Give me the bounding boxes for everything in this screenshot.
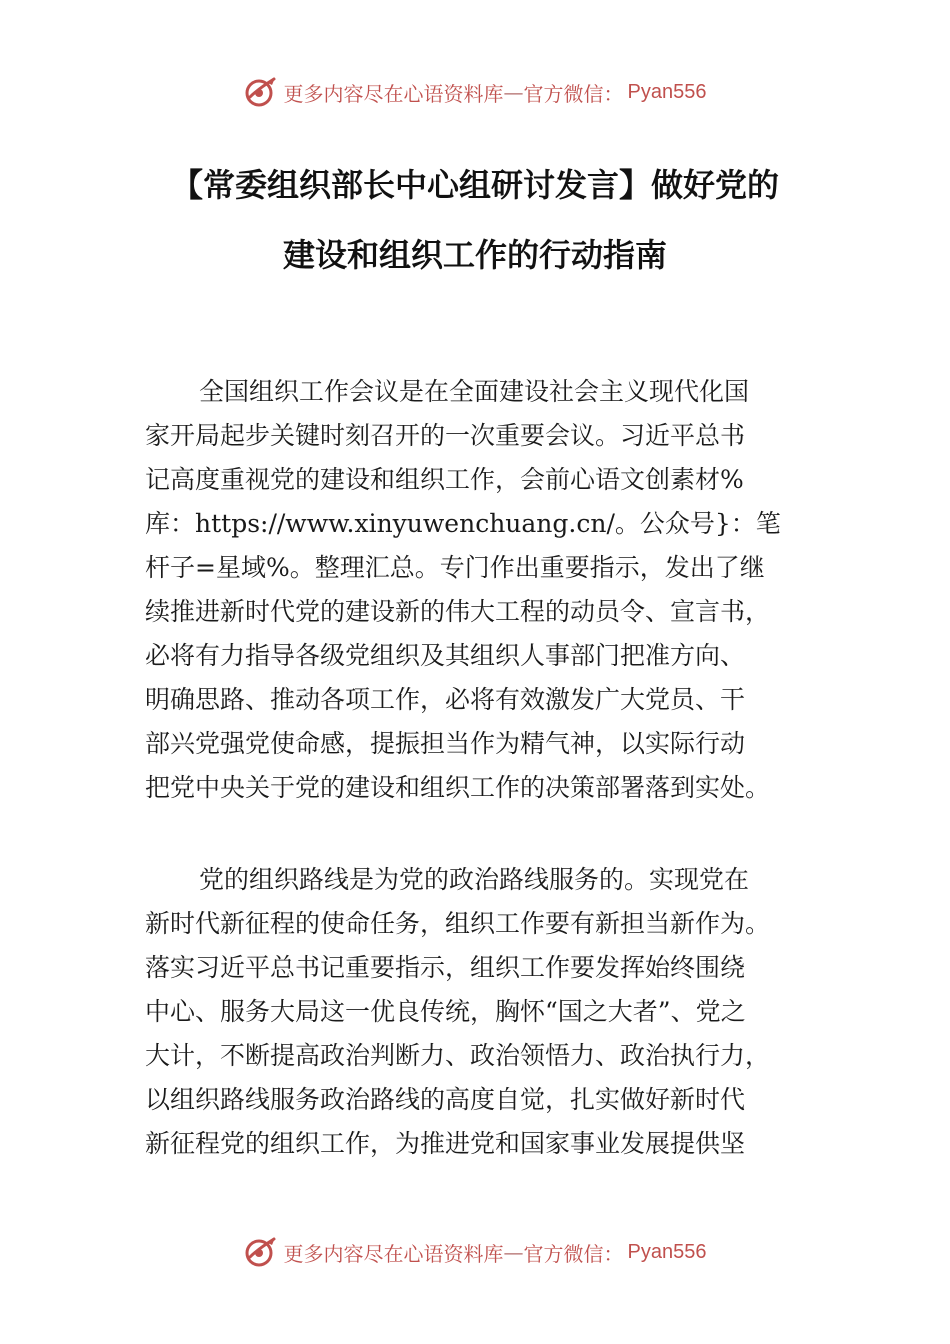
paragraph-line: 必将有力指导各级党组织及其组织人事部门把准方向、 (145, 641, 746, 670)
banner-text: 更多内容尽在心语资料库 (283, 1241, 504, 1266)
paragraph-line: 把党中央关于党的建设和组织工作的决策部署落到实处。 (145, 773, 771, 802)
paragraph-line: 全国组织工作会议是在全面建设社会主义现代化国 (199, 377, 750, 406)
paragraph-line: 明确思路、推动各项工作，必将有效激发广大党员、干 (145, 685, 746, 714)
paragraph-line: 记高度重视党的建设和组织工作，会前心语文创素材% (145, 465, 744, 494)
brush-logo-icon (244, 1235, 278, 1269)
paragraph-line: 以组织路线服务政治路线的高度自觉，扎实做好新时代 (145, 1085, 746, 1114)
paragraph-line: 库：https://www.xinyuwenchuang.cn/。公众号}：笔 (145, 509, 781, 538)
paragraph-1 (145, 370, 815, 810)
banner-separator: — (503, 80, 524, 104)
banner-label: 官方微信： (523, 81, 624, 106)
banner-separator: — (503, 1240, 524, 1264)
paragraph-line: 大计，不断提高政治判断力、政治领悟力、政治执行力， (145, 1041, 771, 1070)
banner-text: 更多内容尽在心语资料库 (283, 81, 504, 106)
paragraph-line: 新征程党的组织工作，为推进党和国家事业发展提供坚 (145, 1129, 746, 1158)
brush-logo-icon (244, 75, 278, 109)
paragraph-line: 落实习近平总书记重要指示，组织工作要发挥始终围绕 (145, 953, 746, 982)
header-banner (0, 72, 950, 112)
paragraph-line: 部兴党强党使命感，提振担当作为精气神，以实际行动 (145, 729, 746, 758)
title-line-2: 建设和组织工作的行动指南 (282, 236, 667, 274)
title-line-1: 【常委组织部长中心组研讨发言】做好党的 (170, 166, 779, 204)
paragraph-line: 杆子=星域%。整理汇总。专门作出重要指示，发出了继 (145, 553, 765, 582)
paragraph-line: 党的组织路线是为党的政治路线服务的。实现党在 (199, 865, 750, 894)
document-title (95, 150, 855, 290)
footer-banner (0, 1232, 950, 1272)
paragraph-line: 新时代新征程的使命任务，组织工作要有新担当新作为。 (145, 909, 771, 938)
paragraph-line: 续推进新时代党的建设新的伟大工程的动员令、宣言书， (145, 597, 771, 626)
paragraph-2 (145, 858, 815, 1166)
paragraph-line: 家开局起步关键时刻召开的一次重要会议。习近平总书 (145, 421, 746, 450)
banner-label: 官方微信： (523, 1241, 624, 1266)
paragraph-line: 中心、服务大局这一优良传统，胸怀“国之大者”、党之 (145, 997, 746, 1026)
banner-wechat-id: Pyan556 (627, 1240, 707, 1263)
banner-wechat-id: Pyan556 (627, 80, 707, 103)
